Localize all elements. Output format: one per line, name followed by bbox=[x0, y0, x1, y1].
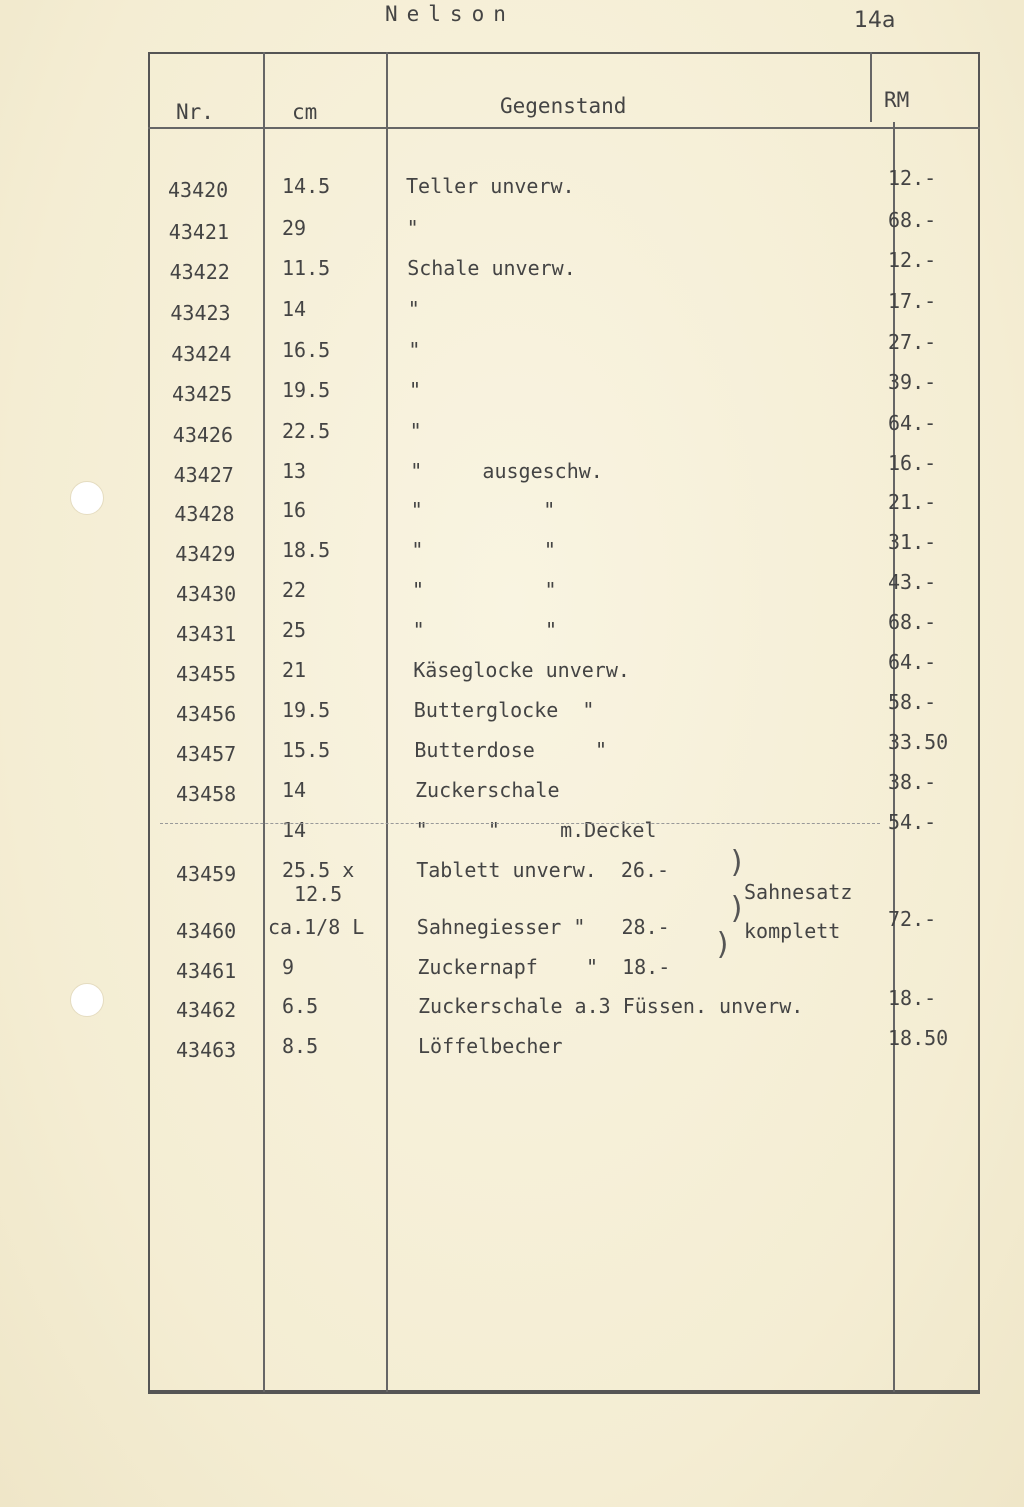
cell-nr: 43457 bbox=[176, 742, 237, 766]
cell-price: 54.- bbox=[888, 810, 937, 834]
set-label-line2: komplett bbox=[744, 919, 841, 943]
bracket-mid: ) bbox=[728, 891, 747, 926]
punch-hole-upper bbox=[70, 481, 104, 515]
cell-item: Schale unverw. bbox=[407, 256, 576, 280]
cell-nr: 43424 bbox=[171, 342, 232, 366]
cell-nr: 43429 bbox=[175, 542, 236, 566]
cell-nr: 43458 bbox=[176, 782, 237, 806]
cell-price: 18.- bbox=[888, 986, 937, 1010]
cell-nr: 43431 bbox=[176, 622, 237, 646]
cell-nr: 43463 bbox=[176, 1038, 237, 1062]
cell-nr: 43426 bbox=[172, 423, 234, 447]
cell-nr: 43422 bbox=[169, 260, 230, 284]
cell-cm: 22.5 bbox=[282, 419, 331, 443]
cell-cm: 21 bbox=[282, 658, 307, 682]
cell-cm: 16.5 bbox=[282, 338, 331, 362]
header-title: Nelson bbox=[385, 2, 515, 26]
column-divider bbox=[386, 52, 388, 1392]
cell-price: 72.- bbox=[888, 907, 937, 931]
column-header-price: RM bbox=[884, 88, 910, 112]
cell-item: " bbox=[407, 297, 420, 321]
cell-cm: 19.5 bbox=[282, 378, 331, 402]
cell-cm: 13 bbox=[282, 459, 307, 483]
cell-price: 33.50 bbox=[888, 730, 949, 754]
cell-price: 43.- bbox=[888, 570, 937, 594]
cell-nr: 43423 bbox=[170, 301, 231, 325]
cell-nr: 43461 bbox=[176, 959, 237, 983]
cell-item: " " m.Deckel bbox=[415, 818, 657, 842]
cell-nr: 43459 bbox=[176, 862, 237, 886]
cell-cm: 14 bbox=[282, 818, 307, 842]
cell-price: 12.- bbox=[888, 166, 937, 190]
cell-nr: 43455 bbox=[176, 662, 237, 686]
column-header-item: Gegenstand bbox=[500, 94, 627, 118]
cell-item: " " bbox=[412, 618, 558, 642]
cell-nr: 43425 bbox=[172, 382, 233, 406]
cell-nr: 43460 bbox=[176, 919, 237, 943]
cell-price: 31.- bbox=[888, 530, 937, 554]
cell-item: " " bbox=[410, 498, 556, 522]
cell-cm: 11.5 bbox=[282, 256, 331, 280]
cell-item: " bbox=[408, 338, 421, 362]
cell-price: 12.- bbox=[888, 248, 937, 272]
column-header-cm: cm bbox=[292, 100, 318, 124]
cell-nr: 43462 bbox=[176, 998, 237, 1022]
cell-price: 17.- bbox=[888, 289, 937, 313]
cell-item: Zuckerschale bbox=[415, 778, 560, 802]
cell-cm: 18.5 bbox=[282, 538, 331, 562]
cell-cm: 25.5 x 12.5 bbox=[282, 858, 355, 906]
cell-cm: 14 bbox=[282, 297, 307, 321]
cell-nr: 43456 bbox=[176, 702, 237, 726]
cell-cm: 25 bbox=[282, 618, 307, 642]
cell-cm: 8.5 bbox=[282, 1034, 319, 1058]
cell-price: 68.- bbox=[888, 610, 937, 634]
cell-item: " " bbox=[411, 538, 556, 562]
cell-item: " bbox=[409, 378, 422, 402]
cell-price: 27.- bbox=[888, 330, 937, 354]
cell-price: 68.- bbox=[888, 208, 937, 232]
cell-cm: 15.5 bbox=[282, 738, 331, 762]
cell-item: Butterglocke " bbox=[413, 698, 595, 722]
cell-cm: 29 bbox=[282, 216, 307, 240]
cell-item: " bbox=[409, 419, 422, 443]
cell-nr: 43420 bbox=[168, 178, 229, 202]
cell-price: 64.- bbox=[888, 650, 937, 674]
cell-cm: 9 bbox=[282, 955, 295, 979]
cell-item: Zuckernapf " 18.- bbox=[417, 955, 671, 979]
cell-item: Käseglocke unverw. bbox=[413, 658, 630, 682]
cell-cm: 6.5 bbox=[282, 994, 319, 1018]
cell-item: " ausgeschw. bbox=[410, 459, 603, 483]
cell-price: 64.- bbox=[888, 411, 937, 435]
cell-item: Zuckerschale a.3 Füssen. unverw. bbox=[418, 994, 804, 1018]
bracket-top: ) bbox=[728, 845, 747, 880]
cell-item: Tablett unverw. 26.- bbox=[416, 858, 670, 882]
cell-nr: 43428 bbox=[174, 502, 235, 526]
cell-price: 39.- bbox=[888, 370, 937, 394]
cell-item: " bbox=[406, 216, 419, 240]
cell-cm: 14.5 bbox=[282, 174, 331, 198]
row-separator bbox=[160, 823, 880, 824]
bracket-bottom: ) bbox=[714, 927, 733, 962]
cell-price: 16.- bbox=[888, 451, 937, 475]
cell-cm: 22 bbox=[282, 578, 307, 602]
header-rule bbox=[148, 127, 980, 129]
cell-price: 18.50 bbox=[888, 1026, 949, 1050]
column-divider bbox=[263, 52, 265, 1392]
cell-item: Butterdose " bbox=[414, 738, 608, 762]
cell-price: 58.- bbox=[888, 690, 937, 714]
cell-cm: 16 bbox=[282, 498, 307, 522]
cell-item: Sahnegiesser " 28.- bbox=[416, 915, 670, 939]
cell-nr: 43421 bbox=[168, 220, 230, 244]
cell-cm: ca.1/8 L bbox=[268, 915, 365, 939]
cell-price: 21.- bbox=[888, 490, 937, 514]
cell-cm: 14 bbox=[282, 778, 307, 802]
page-number: 14a bbox=[854, 8, 896, 33]
column-divider bbox=[870, 52, 872, 122]
punch-hole-lower bbox=[70, 983, 104, 1017]
set-label-line1: Sahnesatz bbox=[744, 880, 853, 904]
cell-price: 38.- bbox=[888, 770, 937, 794]
cell-cm: 19.5 bbox=[282, 698, 331, 722]
cell-nr: 43430 bbox=[176, 582, 237, 606]
table-bottom-rule bbox=[148, 1392, 980, 1394]
cell-nr: 43427 bbox=[173, 463, 234, 487]
cell-item: " " bbox=[412, 578, 557, 602]
column-header-nr: Nr. bbox=[176, 100, 214, 124]
cell-item: Löffelbecher bbox=[418, 1034, 563, 1058]
table-frame bbox=[148, 52, 980, 1392]
cell-item: Teller unverw. bbox=[406, 174, 575, 198]
